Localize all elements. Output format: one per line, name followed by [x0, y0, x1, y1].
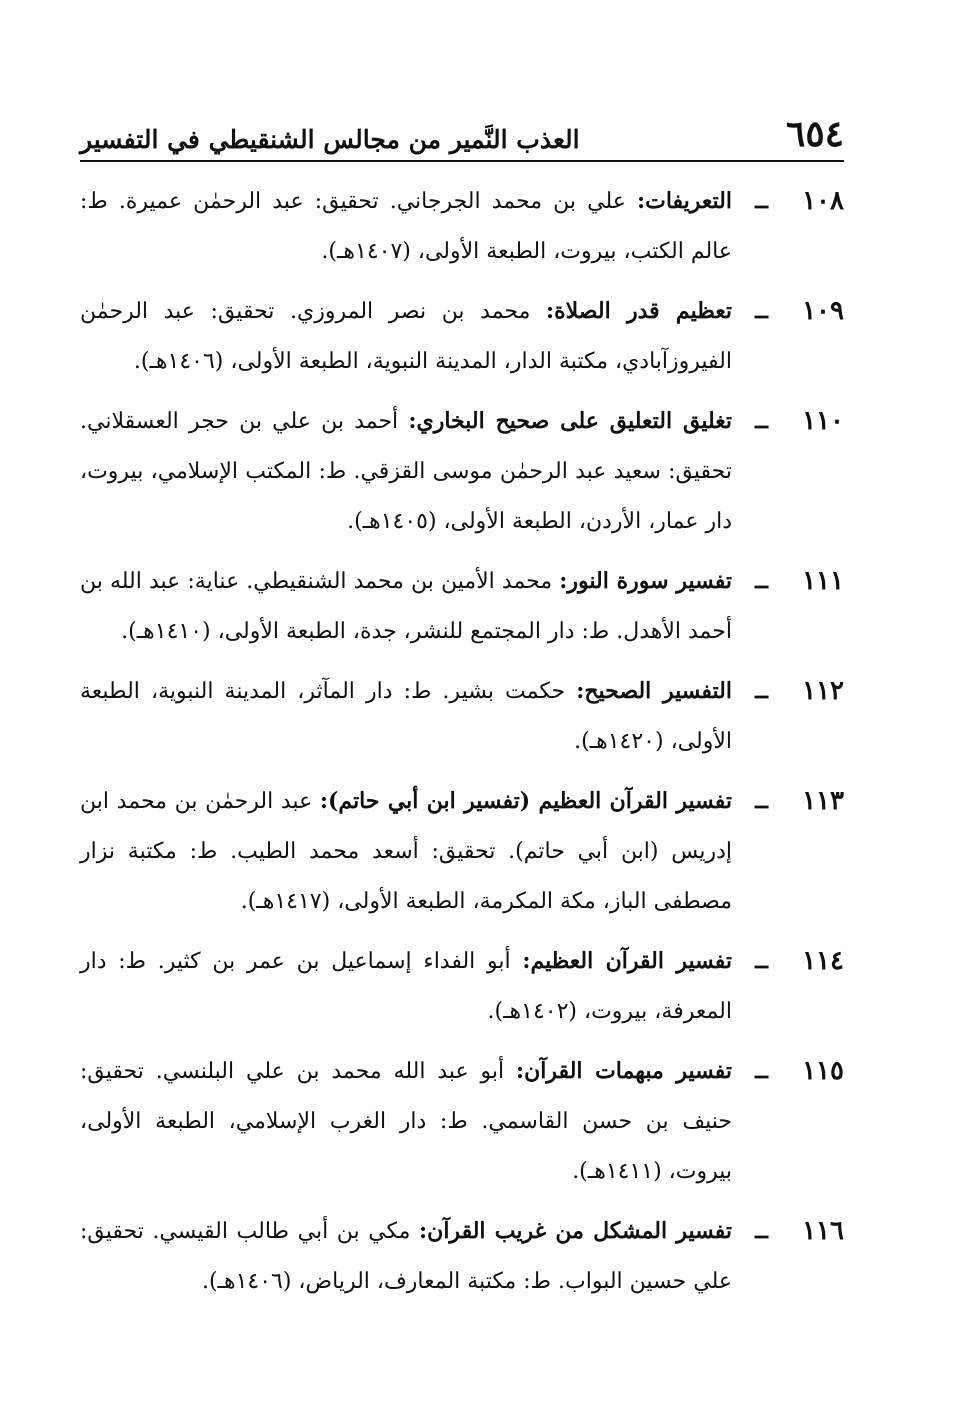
entry-dash: ــ — [755, 408, 768, 434]
entry-title: تفسير مبهمات القرآن: — [516, 1058, 732, 1084]
entry-text: حكمت بشير. ط: دار المآثر، المدينة النبوية، الطبعة الأولى، (١٤٢٠هـ). — [80, 679, 732, 754]
entry-dash: ــ — [755, 788, 768, 814]
entry-text: أحمد بن علي بن حجر العسقلاني. تحقيق: سعيد عبد الرحمٰن موسى القزقي. ط: المكتب الإسلامي، بيروت، دار عمار، الأردن، الطبعة الأولى، (١٤٠٥هـ). — [80, 409, 732, 534]
entry-number: ١١٢ — [802, 676, 844, 706]
entry-title: التفسير الصحيح: — [576, 678, 732, 704]
bibliography-entry — [80, 286, 844, 387]
entry-text: مكي بن أبي طالب القيسي. تحقيق: علي حسين البواب. ط: مكتبة المعارف، الرياض، (١٤٠٦هـ). — [80, 1219, 732, 1294]
entry-number: ١٠٨ — [802, 186, 844, 216]
bibliography-entry — [80, 776, 844, 927]
page-number: ٦٥٤ — [785, 113, 844, 155]
entry-text: علي بن محمد الجرجاني. تحقيق: عبد الرحمٰن عميرة. ط: عالم الكتب، بيروت، الطبعة الأولى، (١٤٠٧هـ). — [80, 189, 732, 264]
entry-dash: ــ — [755, 298, 768, 324]
entry-text: أبو عبد الله محمد بن علي البلنسي. تحقيق: حنيف بن حسن القاسمي. ط: دار الغرب الإسلامي، الطبعة الأولى، بيروت، (١٤١١هـ). — [80, 1059, 732, 1184]
bibliography-entry — [80, 396, 844, 547]
entry-text: محمد الأمين بن محمد الشنقيطي. عناية: عبد الله بن أحمد الأهدل. ط: دار المجتمع للنشر، جدة، الطبعة الأولى، (١٤١٠هـ). — [80, 569, 732, 644]
page-header — [80, 104, 844, 155]
entry-number: ١١٠ — [802, 406, 844, 436]
running-title: العذب النَّمير من مجالس الشنقيطي في التفسير — [80, 125, 580, 154]
entry-dash: ــ — [755, 1218, 768, 1244]
bibliography-entry — [80, 176, 844, 277]
entry-text: أبو الفداء إسماعيل بن عمر بن كثير. ط: دار المعرفة، بيروت، (١٤٠٢هـ). — [80, 949, 732, 1024]
entry-title: تفسير القرآن العظيم (تفسير ابن أبي حاتم): — [319, 788, 733, 814]
entry-number: ١١٤ — [802, 946, 844, 976]
entry-dash: ــ — [755, 188, 768, 214]
bibliography-entry — [80, 1046, 844, 1197]
entry-number: ١١٥ — [802, 1056, 844, 1086]
entry-number: ١١٣ — [802, 786, 844, 816]
entry-title: تفسير المشكل من غريب القرآن: — [419, 1218, 732, 1244]
bibliography-entry — [80, 666, 844, 767]
entry-dash: ــ — [755, 948, 768, 974]
entry-dash: ــ — [755, 1058, 768, 1084]
entry-title: تفسير سورة النور: — [559, 568, 732, 594]
entry-title: تغليق التعليق على صحيح البخاري: — [408, 408, 732, 434]
entry-number: ١١٦ — [802, 1216, 844, 1246]
entry-number: ١١١ — [802, 566, 844, 596]
entry-title: التعريفات: — [637, 188, 732, 214]
entry-text: محمد بن نصر المروزي. تحقيق: عبد الرحمٰن الفيروزآبادي، مكتبة الدار، المدينة النبوية، الطبعة الأولى، (١٤٠٦هـ). — [80, 299, 732, 374]
entry-dash: ــ — [755, 568, 768, 594]
entry-dash: ــ — [755, 678, 768, 704]
entry-title: تعظيم قدر الصلاة: — [546, 298, 732, 324]
bibliography-entry — [80, 936, 844, 1037]
entry-title: تفسير القرآن العظيم: — [522, 948, 733, 974]
entry-text: عبد الرحمٰن بن محمد ابن إدريس (ابن أبي حاتم). تحقيق: أسعد محمد الطيب. ط: مكتبة نزار مصطفى الباز، مكة المكرمة، الطبعة الأولى، (١٤١٧هـ). — [80, 789, 732, 914]
bibliography-list — [80, 176, 844, 1316]
entry-number: ١٠٩ — [802, 296, 844, 326]
bibliography-entry — [80, 556, 844, 657]
header-rule — [80, 160, 844, 162]
bibliography-entry — [80, 1206, 844, 1307]
